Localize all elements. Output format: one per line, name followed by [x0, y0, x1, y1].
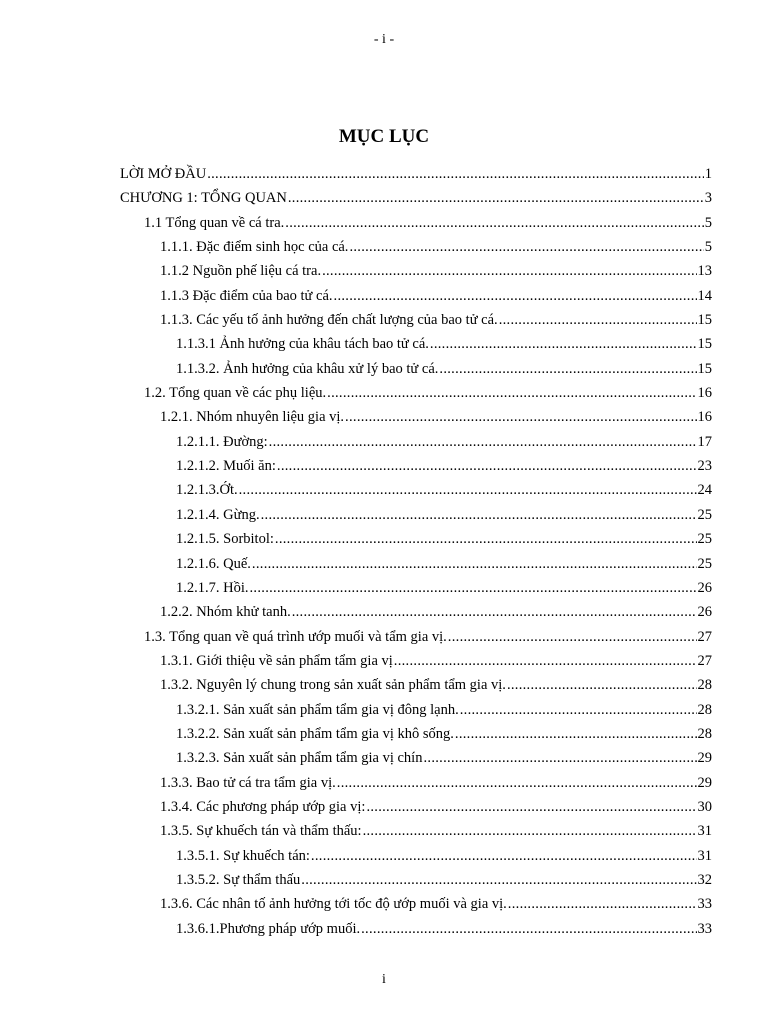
toc-entry-label: 1.1.3. Các yếu tố ảnh hưởng đến chất lượng của bao tử cá. — [160, 312, 498, 329]
toc-entry-label: 1.3.3. Bao tử cá tra tẩm gia vị. — [160, 774, 336, 791]
toc-entry[interactable] — [120, 775, 712, 799]
toc-entry-page: 31 — [697, 847, 712, 864]
toc-entry-label: 1.3.2. Nguyên lý chung trong sản xuất sản phẩm tẩm gia vị. — [160, 677, 506, 694]
toc-entry-page: 1 — [704, 166, 712, 182]
toc-entry[interactable] — [120, 580, 712, 604]
toc-dot-leader — [460, 702, 697, 719]
toc-entry[interactable] — [120, 921, 712, 945]
toc-entry-label: 1.2. Tổng quan về các phụ liệu. — [144, 385, 327, 402]
toc-entry[interactable] — [120, 215, 712, 239]
toc-dot-leader — [207, 166, 704, 183]
toc-entry-label: 1.2.1.7. Hồi. — [176, 579, 249, 596]
toc-entry[interactable] — [120, 288, 712, 312]
toc-entry[interactable] — [120, 677, 712, 701]
toc-entry-page: 16 — [697, 409, 712, 426]
toc-entry[interactable] — [120, 385, 712, 409]
toc-entry-label: 1.3.4. Các phương pháp ướp gia vị: — [160, 798, 366, 815]
toc-entry-page: 29 — [697, 750, 712, 767]
toc-entry-label: 1.2.1.1. Đường: — [176, 433, 268, 450]
toc-dot-leader — [252, 556, 697, 573]
toc-entry-page: 14 — [697, 287, 712, 304]
toc-entry-page: 3 — [704, 190, 712, 207]
toc-dot-leader — [301, 872, 696, 889]
toc-entry-label: 1.3.2.1. Sản xuất sản phẩm tẩm gia vị đông lạnh. — [176, 701, 459, 718]
toc-entry[interactable] — [120, 896, 712, 920]
toc-entry-label: 1.3. Tổng quan về quá trình ướp muối và tẩm gia vị. — [144, 628, 447, 645]
toc-dot-leader — [439, 361, 696, 378]
toc-entry-label: 1.3.6. Các nhân tố ảnh hưởng tới tốc độ ướp muối và gia vị. — [160, 896, 507, 913]
toc-dot-leader — [430, 336, 697, 353]
toc-entry-page: 5 — [704, 239, 712, 256]
toc-entry-label: 1.3.5.2. Sự thẩm thấu — [176, 871, 301, 888]
toc-entry[interactable] — [120, 556, 712, 580]
toc-entry-label: 1.1.2 Nguồn phế liệu cá tra. — [160, 263, 322, 280]
toc-entry-page: 33 — [697, 920, 712, 937]
toc-entry-page: 32 — [697, 871, 712, 888]
toc-entry[interactable] — [120, 702, 712, 726]
toc-entry-label: 1.2.1.4. Gừng. — [176, 506, 260, 523]
toc-entry-page: 30 — [697, 798, 712, 815]
toc-entry-label: 1.3.5.1. Sự khuếch tán: — [176, 847, 310, 864]
toc-dot-leader — [349, 239, 703, 256]
toc-entry-label: 1.2.1. Nhóm nhuyên liệu gia vị. — [160, 409, 345, 426]
toc-dot-leader — [250, 580, 697, 597]
toc-entry-page: 15 — [697, 312, 712, 329]
toc-entry-label: 1.3.2.3. Sản xuất sản phẩm tẩm gia vị chín — [176, 750, 423, 767]
toc-entry-page: 28 — [697, 701, 712, 718]
toc-dot-leader — [277, 458, 697, 475]
toc-entry-page: 25 — [697, 506, 712, 523]
toc-entry-label: 1.2.1.5. Sorbitol: — [176, 531, 274, 548]
toc-entry-page: 28 — [697, 725, 712, 742]
toc-dot-leader — [285, 215, 703, 232]
toc-dot-leader — [508, 896, 697, 913]
page-title: MỤC LỤC — [338, 126, 430, 147]
page-number: i — [382, 972, 386, 987]
toc-dot-leader — [366, 799, 696, 816]
toc-entry-page: 15 — [697, 360, 712, 377]
toc-dot-leader — [345, 409, 696, 426]
toc-entry[interactable] — [120, 629, 712, 653]
toc-entry[interactable] — [120, 409, 712, 433]
toc-entry[interactable] — [120, 653, 712, 677]
toc-dot-leader — [499, 312, 697, 329]
toc-entry-page: 15 — [697, 336, 712, 353]
toc-entry-label: CHƯƠNG 1: TỔNG QUAN — [120, 190, 287, 207]
toc-entry[interactable] — [120, 434, 712, 458]
toc-dot-leader — [261, 507, 697, 524]
toc-entry-label: 1.3.1. Giới thiệu về sản phẩm tẩm gia vị — [160, 652, 393, 669]
toc-dot-leader — [455, 726, 697, 743]
toc-dot-leader — [394, 653, 697, 670]
toc-entry-page: 23 — [697, 458, 712, 475]
toc-entry-page: 26 — [697, 579, 712, 596]
toc-entry-label: 1.1 Tổng quan về cá tra. — [144, 214, 285, 231]
toc-entry-page: 27 — [697, 628, 712, 645]
toc-entry[interactable] — [120, 507, 712, 531]
toc-dot-leader — [363, 823, 697, 840]
toc-entry-label: 1.3.6.1.Phương pháp ướp muối. — [176, 920, 361, 937]
toc-dot-leader — [322, 263, 696, 280]
toc-entry-label: 1.3.2.2. Sản xuất sản phẩm tẩm gia vị khô sống. — [176, 725, 454, 742]
toc-entry-page: 29 — [697, 774, 712, 791]
toc-entry[interactable] — [120, 750, 712, 774]
page-header-marker: - i - — [373, 32, 395, 47]
toc-entry-label: 1.3.5. Sự khuếch tán và thẩm thấu: — [160, 823, 362, 840]
toc-entry[interactable] — [120, 336, 712, 360]
toc-dot-leader — [361, 921, 696, 938]
toc-entry-page: 17 — [697, 433, 712, 450]
toc-entry-page: 27 — [697, 652, 712, 669]
toc-entry[interactable] — [120, 726, 712, 750]
toc-entry-page: 13 — [697, 263, 712, 280]
toc-entry[interactable] — [120, 263, 712, 287]
toc-entry-label: 1.2.1.3.Ớt. — [176, 482, 238, 499]
toc-entry[interactable] — [120, 799, 712, 823]
toc-dot-leader — [269, 434, 697, 451]
toc-entry-page: 26 — [697, 604, 712, 621]
toc-entry-page: 31 — [697, 823, 712, 840]
toc-entry[interactable] — [120, 604, 712, 628]
table-of-contents — [120, 166, 712, 945]
toc-entry-page: 5 — [704, 214, 712, 231]
toc-dot-leader — [448, 629, 697, 646]
toc-entry[interactable] — [120, 531, 712, 555]
toc-entry-label: 1.1.1. Đặc điểm sinh học của cá. — [160, 239, 349, 256]
toc-entry[interactable] — [120, 458, 712, 482]
toc-dot-leader — [327, 385, 696, 402]
toc-entry-label: 1.2.1.2. Muối ăn: — [176, 458, 276, 475]
toc-entry-label: 1.2.1.6. Quế. — [176, 555, 251, 572]
toc-entry-page: 16 — [697, 385, 712, 402]
toc-dot-leader — [292, 604, 697, 621]
toc-entry-page: 25 — [697, 531, 712, 548]
toc-entry[interactable] — [120, 166, 712, 190]
toc-entry-label: LỜI MỞ ĐẦU — [120, 166, 207, 182]
toc-dot-leader — [334, 288, 697, 305]
toc-entry-page: 25 — [697, 555, 712, 572]
toc-entry[interactable] — [120, 312, 712, 336]
toc-entry[interactable] — [120, 848, 712, 872]
toc-entry-page: 24 — [697, 482, 712, 499]
toc-entry-label: 1.1.3 Đặc điểm của bao tử cá. — [160, 287, 333, 304]
toc-entry[interactable] — [120, 361, 712, 385]
toc-dot-leader — [507, 677, 697, 694]
toc-entry-page: 33 — [697, 896, 712, 913]
toc-dot-leader — [337, 775, 697, 792]
toc-entry-label: 1.2.2. Nhóm khử tanh. — [160, 604, 291, 621]
toc-dot-leader — [311, 848, 697, 865]
toc-entry-label: 1.1.3.2. Ảnh hưởng của khâu xử lý bao tử cá. — [176, 360, 439, 377]
toc-entry[interactable] — [120, 872, 712, 896]
toc-dot-leader — [423, 750, 696, 767]
toc-entry[interactable] — [120, 823, 712, 847]
toc-entry[interactable] — [120, 190, 712, 214]
toc-dot-leader — [288, 190, 704, 207]
toc-entry[interactable] — [120, 482, 712, 506]
toc-dot-leader — [275, 531, 697, 548]
toc-entry-page: 28 — [697, 677, 712, 694]
toc-dot-leader — [239, 482, 697, 499]
toc-entry[interactable] — [120, 239, 712, 263]
toc-entry-label: 1.1.3.1 Ảnh hưởng của khâu tách bao tử cá. — [176, 336, 429, 353]
